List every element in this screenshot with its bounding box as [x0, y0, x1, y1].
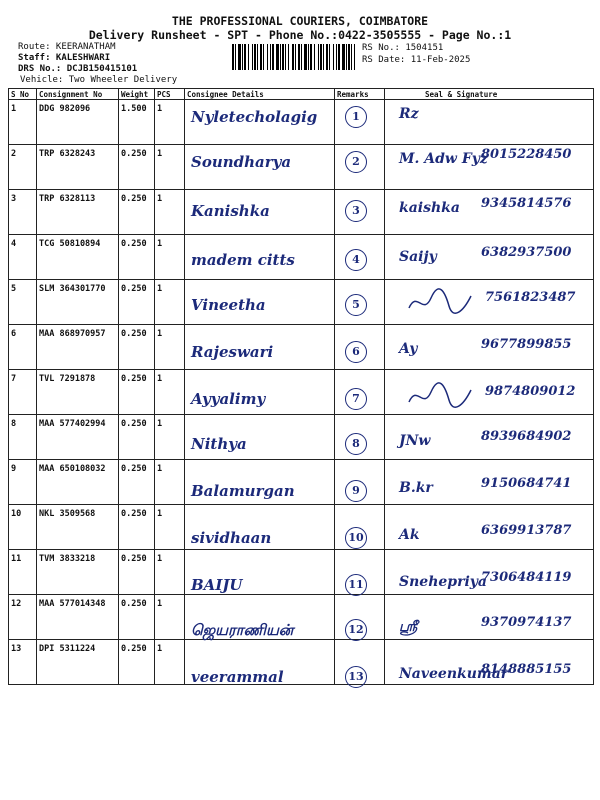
pcs-cell: 1: [155, 640, 185, 685]
sno-cell: 12: [9, 595, 37, 640]
col-header-weight: Weight: [119, 89, 155, 100]
barcode-bar: [342, 44, 345, 70]
col-header-consignment: Consignment No: [37, 89, 119, 100]
table-row: [9, 145, 594, 190]
pcs-cell: 1: [155, 145, 185, 190]
consignment-no-cell: DDG 982096: [37, 100, 119, 145]
table-row: [9, 595, 594, 640]
barcode-bar: [326, 44, 328, 70]
sno-cell: 3: [9, 190, 37, 235]
consignee-handwriting: Nyletecholagig: [191, 108, 318, 126]
table-row: [9, 235, 594, 280]
remark-circled-number: 6: [345, 341, 367, 363]
sno-cell: 1: [9, 100, 37, 145]
pcs-cell: 1: [155, 100, 185, 145]
consignment-no-cell: MAA 650108032: [37, 460, 119, 505]
consignment-no-cell: TCG 50810894: [37, 235, 119, 280]
barcode-bar: [292, 44, 294, 70]
weight-cell: 0.250: [119, 505, 155, 550]
barcode-bar: [272, 44, 274, 70]
remarks-cell: [335, 280, 385, 325]
barcode-bar: [252, 44, 253, 70]
barcode: [232, 44, 356, 70]
col-header-remarks: Remarks: [335, 89, 385, 100]
barcode-bar: [282, 44, 284, 70]
consignee-handwriting: veerammal: [191, 668, 284, 686]
barcode-bar: [263, 44, 264, 70]
weight-cell: 0.250: [119, 145, 155, 190]
barcode-bar: [235, 44, 236, 70]
sno-cell: 7: [9, 370, 37, 415]
barcode-bar: [257, 44, 258, 70]
consignee-handwriting: Rajeswari: [191, 343, 274, 361]
consignee-handwriting: ஜெயராணியன்: [191, 621, 294, 639]
phone-handwriting: 9370974137: [481, 615, 572, 630]
consignee-handwriting: Kanishka: [191, 202, 270, 220]
weight-cell: 0.250: [119, 235, 155, 280]
signature-handwriting: ஸ்ரீ: [399, 619, 418, 635]
remarks-cell: [335, 145, 385, 190]
remarks-cell: [335, 370, 385, 415]
barcode-bar: [276, 44, 279, 70]
consignee-handwriting: Nithya: [191, 435, 247, 453]
remark-circled-number: 9: [345, 480, 367, 502]
consignment-no-cell: DPI 5311224: [37, 640, 119, 685]
signature-cell: [385, 100, 594, 145]
weight-cell: 0.250: [119, 640, 155, 685]
consignee-cell: [185, 325, 335, 370]
consignment-no-cell: TVL 7291878: [37, 370, 119, 415]
remarks-cell: [335, 595, 385, 640]
signature-cell: [385, 640, 594, 685]
weight-cell: 0.250: [119, 415, 155, 460]
consignment-no-cell: TVM 3833218: [37, 550, 119, 595]
sno-cell: 10: [9, 505, 37, 550]
barcode-bar: [260, 44, 262, 70]
consignee-cell: [185, 145, 335, 190]
pcs-cell: 1: [155, 505, 185, 550]
barcode-bar: [244, 44, 246, 70]
barcode-bar: [242, 44, 243, 70]
barcode-bar: [232, 44, 234, 70]
pcs-cell: 1: [155, 415, 185, 460]
remark-circled-number: 10: [345, 527, 367, 549]
signature-handwriting: JNw: [399, 433, 431, 449]
weight-cell: 0.250: [119, 325, 155, 370]
phone-handwriting: 6369913787: [481, 523, 572, 538]
barcode-bar: [318, 44, 319, 70]
signature-handwriting: Saijy: [399, 249, 437, 265]
signature-handwriting: Snehepriya: [399, 574, 487, 590]
consignment-no-cell: MAA 868970957: [37, 325, 119, 370]
barcode-bar: [254, 44, 256, 70]
company-title: THE PROFESSIONAL COURIERS, COIMBATORE: [171, 14, 429, 28]
table-header-row: [9, 89, 594, 100]
phone-handwriting: 6382937500: [481, 245, 572, 260]
barcode-bar: [351, 44, 352, 70]
remark-circled-number: 2: [345, 151, 367, 173]
signature-cell: [385, 460, 594, 505]
barcode-bar: [270, 44, 271, 70]
route-line: Route: KEERANATHAM: [18, 42, 116, 52]
consignee-cell: [185, 550, 335, 595]
signature-cell: [385, 595, 594, 640]
consignee-cell: [185, 460, 335, 505]
table-row: [9, 100, 594, 145]
runsheet-title: Delivery Runsheet - SPT - Phone No.:0422-3505555 - Page No.:1: [88, 28, 512, 42]
remark-circled-number: 13: [345, 666, 367, 688]
pcs-cell: 1: [155, 460, 185, 505]
pcs-cell: 1: [155, 235, 185, 280]
remark-circled-number: 1: [345, 106, 367, 128]
pcs-cell: 1: [155, 595, 185, 640]
weight-cell: 0.250: [119, 460, 155, 505]
signature-cell: [385, 280, 594, 325]
table-row: [9, 640, 594, 685]
table-row: [9, 460, 594, 505]
signature-cell: [385, 325, 594, 370]
consignee-cell: [185, 370, 335, 415]
consignment-no-cell: SLM 364301770: [37, 280, 119, 325]
signature-handwriting: Ay: [399, 341, 418, 357]
consignee-handwriting: Balamurgan: [191, 482, 295, 500]
barcode-bar: [238, 44, 241, 70]
remark-circled-number: 8: [345, 433, 367, 455]
barcode-bar: [288, 44, 289, 70]
sno-cell: 8: [9, 415, 37, 460]
phone-handwriting: 9874809012: [485, 384, 576, 399]
sno-cell: 2: [9, 145, 37, 190]
consignee-cell: [185, 595, 335, 640]
remarks-cell: [335, 550, 385, 595]
signature-handwriting: Naveenkumar: [399, 666, 509, 682]
consignee-handwriting: sividhaan: [191, 529, 272, 547]
weight-cell: 0.250: [119, 550, 155, 595]
sno-cell: 13: [9, 640, 37, 685]
consignee-cell: [185, 505, 335, 550]
remarks-cell: [335, 325, 385, 370]
table-row: [9, 550, 594, 595]
barcode-bar: [248, 44, 249, 70]
table-row: [9, 505, 594, 550]
remarks-cell: [335, 505, 385, 550]
consignee-cell: [185, 100, 335, 145]
barcode-bar: [310, 44, 312, 70]
sno-cell: 11: [9, 550, 37, 595]
consignment-no-cell: TRP 6328113: [37, 190, 119, 235]
rs-number: RS No.: 1504151: [362, 43, 444, 53]
barcode-bar: [338, 44, 340, 70]
remarks-cell: [335, 640, 385, 685]
phone-handwriting: 7306484119: [481, 570, 572, 585]
signature-cell: [385, 505, 594, 550]
remark-circled-number: 7: [345, 388, 367, 410]
remark-circled-number: 5: [345, 294, 367, 316]
remark-circled-number: 11: [345, 574, 367, 596]
table-row: [9, 190, 594, 235]
col-header-pcs: PCS: [155, 89, 185, 100]
col-header-signature: Seal & Signature: [385, 89, 594, 100]
consignment-no-cell: NKL 3509568: [37, 505, 119, 550]
consignee-handwriting: Ayyalimy: [191, 390, 266, 408]
consignee-cell: [185, 280, 335, 325]
phone-handwriting: 9150684741: [481, 476, 572, 491]
sno-cell: 9: [9, 460, 37, 505]
col-header-consignee: Consignee Details: [185, 89, 335, 100]
consignee-handwriting: Vineetha: [191, 296, 266, 314]
barcode-bar: [285, 44, 286, 70]
remark-circled-number: 12: [345, 619, 367, 641]
signature-handwriting: Rz: [399, 106, 419, 122]
signature-cell: [385, 415, 594, 460]
barcode-bar: [320, 44, 322, 70]
pcs-cell: 1: [155, 325, 185, 370]
consignee-cell: [185, 235, 335, 280]
signature-scribble: [405, 288, 475, 318]
phone-handwriting: 9345814576: [481, 196, 572, 211]
weight-cell: 0.250: [119, 370, 155, 415]
barcode-bar: [314, 44, 315, 70]
table-row: [9, 415, 594, 460]
consignee-handwriting: BAIJU: [191, 576, 243, 594]
consignee-handwriting: madem citts: [191, 251, 295, 269]
consignment-no-cell: MAA 577014348: [37, 595, 119, 640]
barcode-bar: [301, 44, 302, 70]
barcode-bar: [333, 44, 334, 70]
barcode-bar: [346, 44, 347, 70]
barcode-bar: [348, 44, 350, 70]
barcode-bar: [329, 44, 330, 70]
signature-cell: [385, 190, 594, 235]
consignee-handwriting: Soundharya: [191, 153, 292, 171]
runsheet-table: [8, 88, 594, 685]
remark-circled-number: 3: [345, 200, 367, 222]
barcode-bar: [295, 44, 296, 70]
signature-cell: [385, 370, 594, 415]
signature-handwriting: Ak: [399, 527, 420, 543]
consignment-no-cell: MAA 577402994: [37, 415, 119, 460]
signature-cell: [385, 550, 594, 595]
drs-number: DRS No.: DCJB150415101: [18, 64, 138, 74]
pcs-cell: 1: [155, 190, 185, 235]
weight-cell: 0.250: [119, 280, 155, 325]
sno-cell: 4: [9, 235, 37, 280]
consignee-cell: [185, 415, 335, 460]
phone-handwriting: 9677899855: [481, 337, 572, 352]
remarks-cell: [335, 415, 385, 460]
remarks-cell: [335, 100, 385, 145]
phone-handwriting: 7561823487: [485, 290, 576, 305]
col-header-sno: S No: [9, 89, 37, 100]
phone-handwriting: 8015228450: [481, 147, 572, 162]
remarks-cell: [335, 460, 385, 505]
sno-cell: 6: [9, 325, 37, 370]
pcs-cell: 1: [155, 370, 185, 415]
vehicle-line: Vehicle: Two Wheeler Delivery: [20, 75, 178, 85]
weight-cell: 0.250: [119, 190, 155, 235]
barcode-bar: [323, 44, 324, 70]
table-row: [9, 325, 594, 370]
barcode-bar: [298, 44, 300, 70]
phone-handwriting: 8939684902: [481, 429, 572, 444]
barcode-bar: [304, 44, 307, 70]
rs-date: RS Date: 11-Feb-2025: [362, 55, 471, 65]
consignee-cell: [185, 190, 335, 235]
remarks-cell: [335, 190, 385, 235]
consignee-cell: [185, 640, 335, 685]
signature-cell: [385, 235, 594, 280]
barcode-bar: [336, 44, 337, 70]
remark-circled-number: 4: [345, 249, 367, 271]
signature-handwriting: kaishka: [399, 200, 460, 216]
barcode-bar: [308, 44, 309, 70]
sno-cell: 5: [9, 280, 37, 325]
barcode-bar: [280, 44, 281, 70]
pcs-cell: 1: [155, 550, 185, 595]
signature-scribble: [405, 382, 475, 412]
weight-cell: 1.500: [119, 100, 155, 145]
remarks-cell: [335, 235, 385, 280]
signature-handwriting: M. Adw Fyz: [399, 151, 488, 167]
barcode-bar: [354, 44, 355, 70]
barcode-bar: [267, 44, 268, 70]
table-row: [9, 280, 594, 325]
signature-handwriting: B.kr: [399, 480, 433, 496]
pcs-cell: 1: [155, 280, 185, 325]
staff-line: Staff: KALESHWARI: [18, 53, 111, 63]
phone-handwriting: 8148885155: [481, 662, 572, 677]
consignment-no-cell: TRP 6328243: [37, 145, 119, 190]
signature-cell: [385, 145, 594, 190]
table-row: [9, 370, 594, 415]
weight-cell: 0.250: [119, 595, 155, 640]
